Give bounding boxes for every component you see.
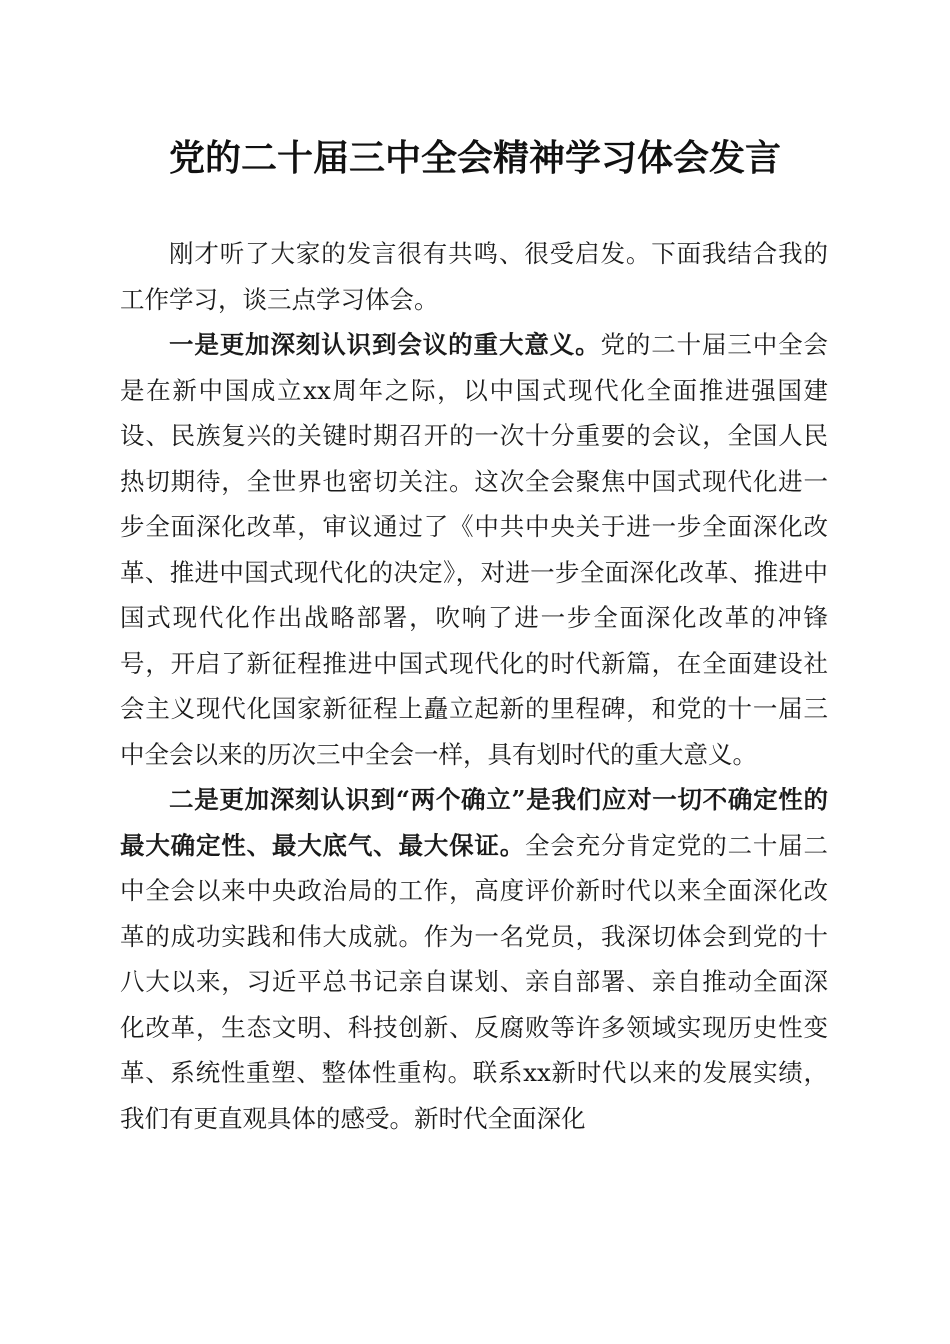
- point-two-lead: 二是更加深刻认识到“两个确立”是我们应对一切不确定性的最大确定性、最大底气、最大保证。: [120, 785, 828, 860]
- point-two-text: 全会充分肯定党的二十届二中全会以来中央政治局的工作，高度评价新时代以来全面深化改革的成功实践和伟大成就。作为一名党员，我深切体会到党的十八大以来，习近平总书记亲自谋划、亲自部署、亲自推动全面深化改革，生态文明、科技创新、反腐败等许多领域实现历史性变革、系统性重塑、整体性重构。联系xx新时代以来的发展实绩，我们有更直观具体的感受。新时代全面深化: [120, 830, 829, 1133]
- intro-paragraph: 刚才听了大家的发言很有共鸣、很受启发。下面我结合我的工作学习，谈三点学习体会。: [120, 239, 828, 314]
- document-body: [120, 231, 828, 1141]
- page-title: 党的二十届三中全会精神学习体会发言: [168, 137, 781, 179]
- point-two-paragraph: [120, 777, 828, 1141]
- point-one-text: 党的二十届三中全会是在新中国成立xx周年之际，以中国式现代化全面推进强国建设、民族复兴的关键时期召开的一次十分重要的会议，全国人民热切期待，全世界也密切关注。这次全会聚焦中国式现代化进一步全面深化改革，审议通过了《中共中央关于进一步全面深化改革、推进中国式现代化的决定》，对进一步全面深化改革、推进中国式现代化作出战略部署，吹响了进一步全面深化改革的冲锋号，开启了新征程推进中国式现代化的时代新篇，在全面建设社会主义现代化国家新征程上矗立起新的里程碑，和党的十一届三中全会以来的历次三中全会一样，具有划时代的重大意义。: [120, 330, 829, 769]
- point-one-paragraph: [120, 322, 828, 777]
- point-one-lead: 一是更加深刻认识到会议的重大意义。: [169, 330, 601, 359]
